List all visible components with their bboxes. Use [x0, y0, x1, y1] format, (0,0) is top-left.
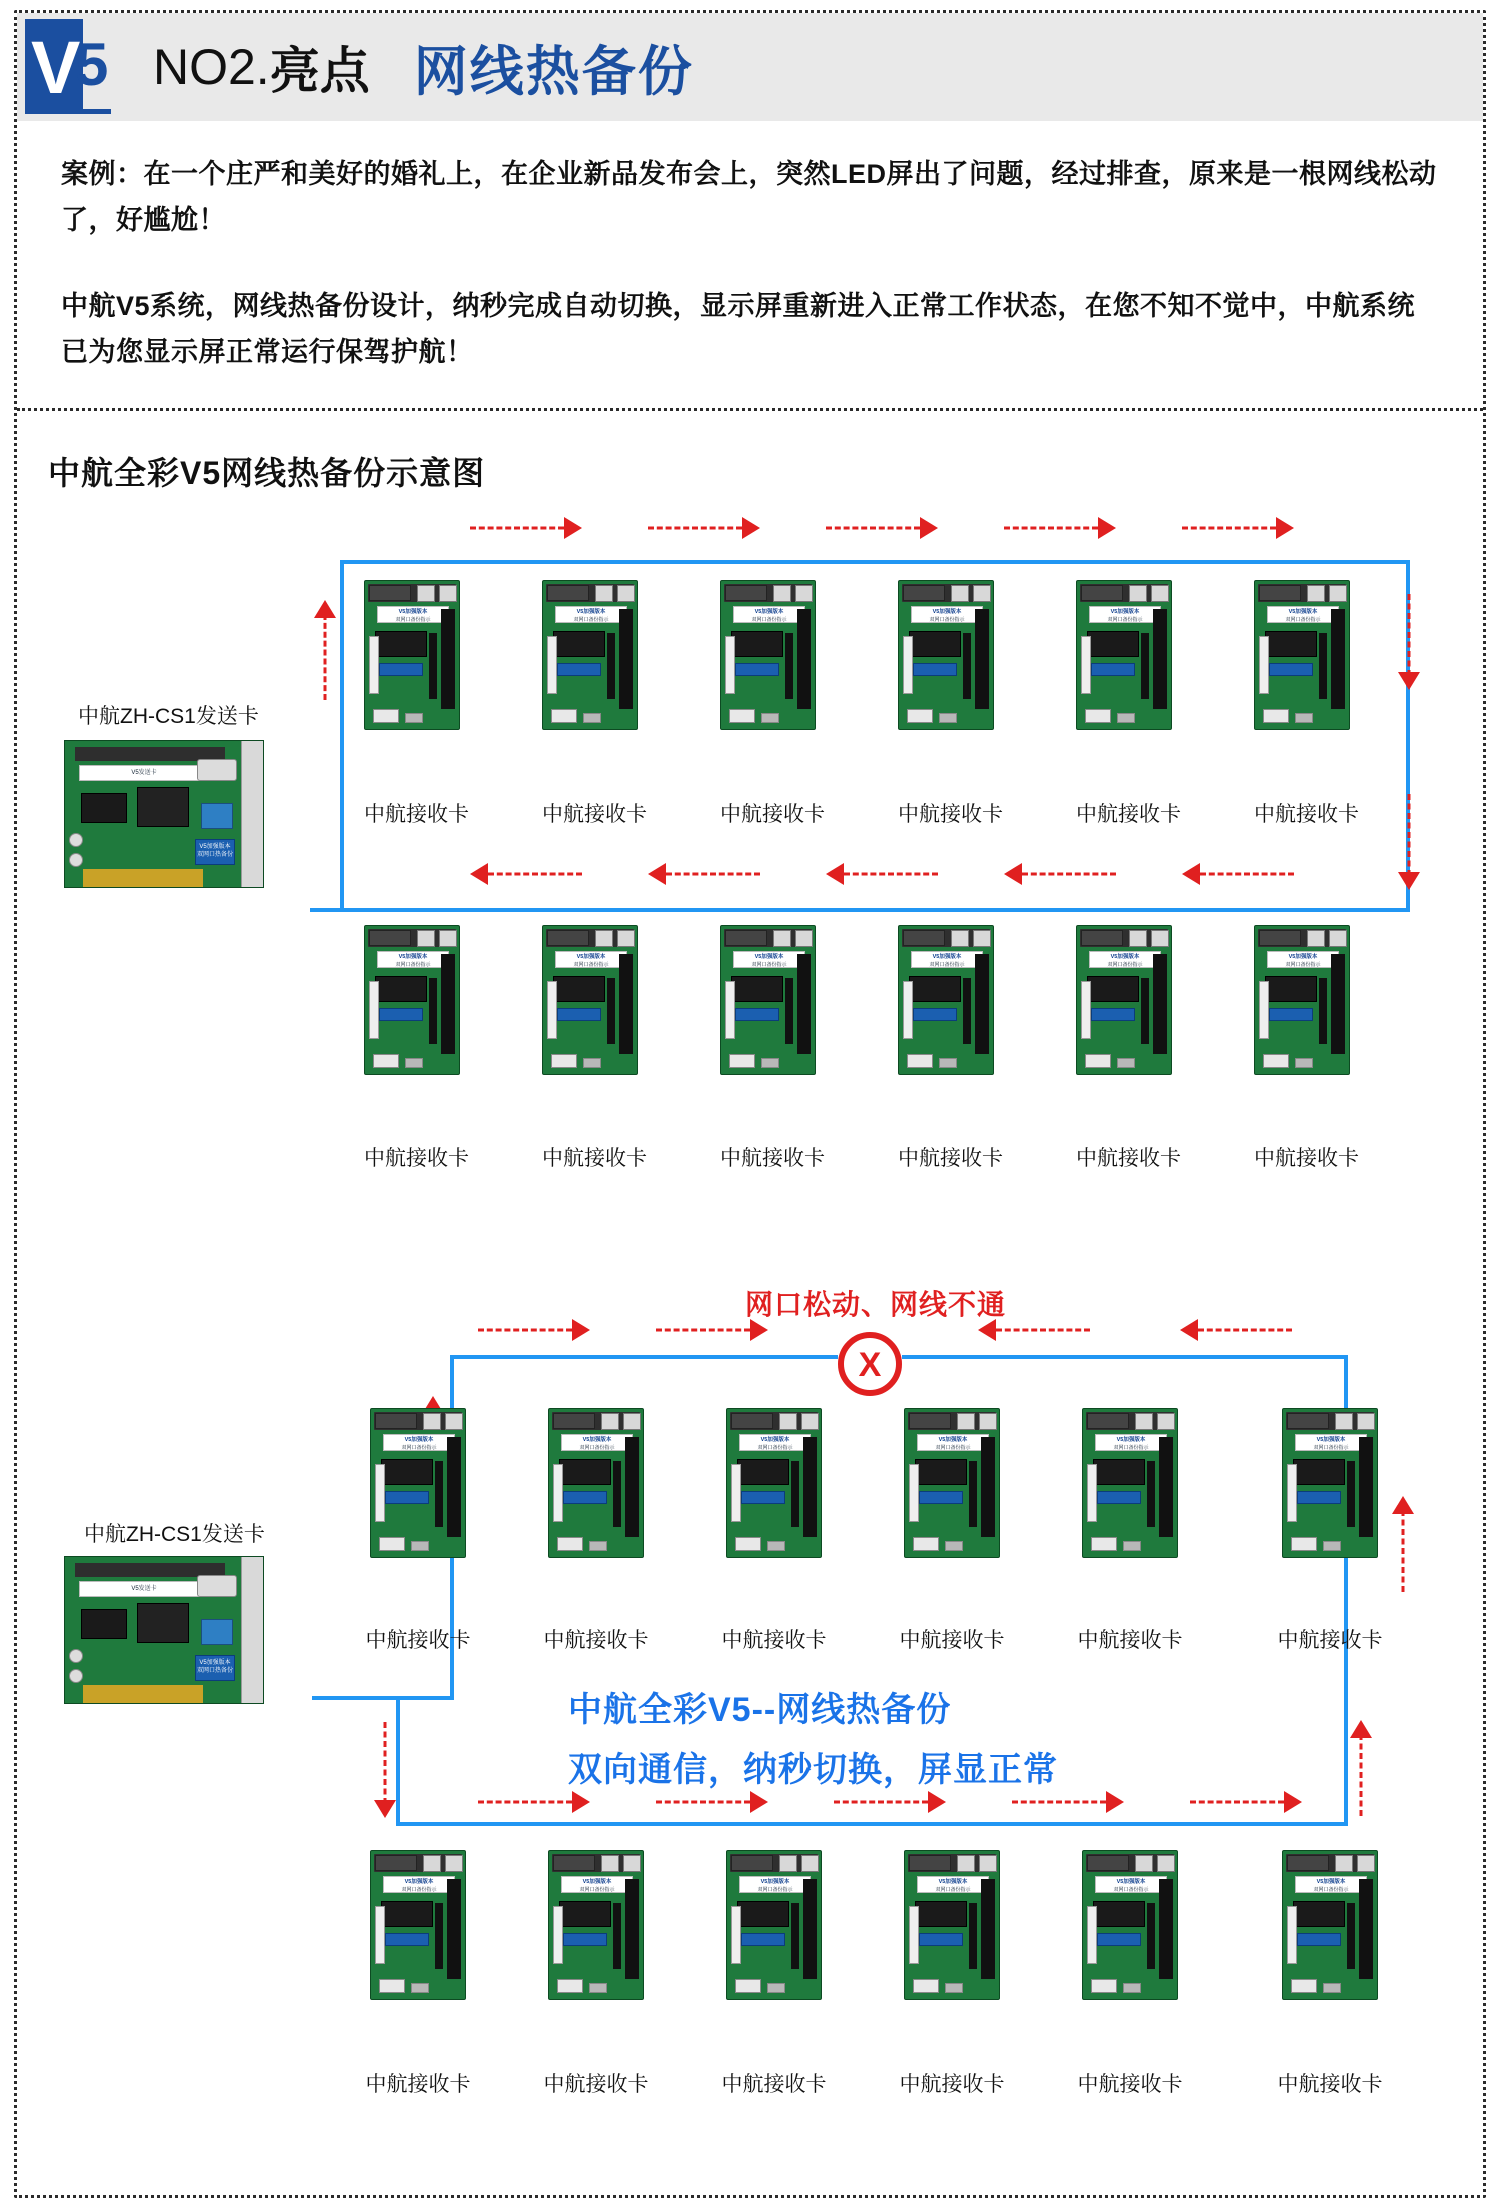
receiver-label-r1c4: 中航接收卡	[898, 803, 1003, 826]
receiver-label-r2c6: 中航接收卡	[1254, 1147, 1359, 1170]
header-number: NO2.	[153, 39, 270, 95]
arrow-right-row3-1	[478, 1318, 590, 1342]
receiver-label-r1c1: 中航接收卡	[364, 803, 469, 826]
receiving-card-r3c3: V5加强版本 双网口备份指示	[726, 1408, 822, 1558]
receiving-card-r4c3: V5加强版本 双网口备份指示	[726, 1850, 822, 2000]
arrow-right-row4-5	[1190, 1790, 1302, 1814]
slogan-line-1: 中航全彩V5--网线热备份	[568, 1691, 952, 1729]
case-paragraph-2: 中航V5系统，网线热备份设计，纳秒完成自动切换，显示屏重新进入正常工作状态，在您不知不觉中，中航系统已为您显示屏正常运行保驾护航！	[61, 291, 1416, 367]
receiving-card-r4c2: V5加强版本 双网口备份指示	[548, 1850, 644, 2000]
receiving-card-r1c6: V5加强版本 双网口备份指示	[1254, 580, 1350, 730]
arrow-right-row3-2	[656, 1318, 768, 1342]
arrow-right-row4-2	[656, 1790, 768, 1814]
arrow-left-row3-1	[978, 1318, 1090, 1342]
receiver-label-r2c5: 中航接收卡	[1076, 1147, 1181, 1170]
receiving-card-r1c1	[364, 580, 460, 730]
receiving-card-r4c6: V5加强版本 双网口备份指示	[1282, 1850, 1378, 2000]
receiver-label-r1c3: 中航接收卡	[720, 803, 825, 826]
receiver-label-r4c6: 中航接收卡	[1277, 2073, 1383, 2096]
receiver-label-r4c3: 中航接收卡	[721, 2073, 827, 2096]
arrow-right-top-1	[470, 516, 582, 540]
receiver-label-r2c1: 中航接收卡	[364, 1147, 469, 1170]
arrow-right-top-4	[1004, 516, 1116, 540]
sender-label-1: 中航ZH-CS1发送卡	[78, 705, 259, 728]
arrow-left-mid-3	[826, 862, 938, 886]
wire-top-horizontal-1	[340, 560, 1410, 564]
receiving-card-r2c1: V5加强版本 双网口备份指示	[364, 925, 460, 1075]
receiving-card-r1c5: V5加强版本 双网口备份指示	[1076, 580, 1172, 730]
receiving-card-r3c1: V5加强版本 双网口备份指示	[370, 1408, 466, 1558]
receiver-label-r3c6: 中航接收卡	[1277, 1629, 1383, 1652]
receiver-label-r1c6: 中航接收卡	[1254, 803, 1359, 826]
wire-top-left-2	[450, 1355, 838, 1359]
arrow-left-mid-5	[1182, 862, 1294, 886]
receiver-label-r4c4: 中航接收卡	[899, 2073, 1005, 2096]
receiver-label-r4c1: 中航接收卡	[365, 2073, 471, 2096]
arrow-left-mid-2	[648, 862, 760, 886]
receiver-label-r3c3: 中航接收卡	[721, 1629, 827, 1652]
arrow-left-mid-4	[1004, 862, 1116, 886]
arrow-up-left-1	[312, 600, 338, 700]
wire-sender-to-loop-1	[310, 908, 344, 912]
arrow-right-top-2	[648, 516, 760, 540]
receiving-card-r4c1: V5加强版本 双网口备份指示	[370, 1850, 466, 2000]
card-label-l2-r1c1: 双网口备份指示	[395, 617, 431, 623]
page-title: 网线热备份	[413, 41, 694, 102]
receiver-label-r3c5: 中航接收卡	[1077, 1629, 1183, 1652]
wire-mid-horizontal-1	[340, 908, 1410, 912]
receiving-card-r2c2: V5加强版本 双网口备份指示	[542, 925, 638, 1075]
sender-blue-label-1: V5加强版本 双网口热备份	[195, 839, 235, 865]
wire-left-vertical-1	[340, 560, 344, 912]
receiving-card-r3c2: V5加强版本 双网口备份指示	[548, 1408, 644, 1558]
receiving-card-r2c6: V5加强版本 双网口备份指示	[1254, 925, 1350, 1075]
wire-top-right-2	[902, 1355, 1348, 1359]
sending-card-1	[64, 740, 264, 888]
svg-text:V: V	[31, 26, 81, 109]
receiver-label-r2c4: 中航接收卡	[898, 1147, 1003, 1170]
arrow-down-right-1b	[1396, 794, 1422, 890]
sender-blue-label-2: V5加强版本 双网口热备份	[195, 1655, 235, 1681]
svg-text:5: 5	[75, 31, 109, 98]
sender-label-2: 中航ZH-CS1发送卡	[84, 1523, 265, 1546]
receiver-label-r3c1: 中航接收卡	[365, 1629, 471, 1652]
diagram-title: 中航全彩V5网线热备份示意图	[48, 455, 486, 491]
arrow-right-row4-4	[1012, 1790, 1124, 1814]
receiver-label-r1c2: 中航接收卡	[542, 803, 647, 826]
fault-mark-icon: X	[838, 1332, 902, 1396]
arrow-down-left-2	[372, 1722, 398, 1818]
receiving-card-r1c3: V5加强版本 双网口备份指示	[720, 580, 816, 730]
arrow-up-right-2b	[1348, 1720, 1374, 1816]
case-paragraph-1: 案例：在一个庄严和美好的婚礼上，在企业新品发布会上，突然LED屏出了问题，经过排查，原来是一根网线松动了，好尴尬！	[61, 159, 1437, 235]
header-subtitle: 亮点	[269, 43, 370, 99]
page-header	[17, 13, 1483, 121]
receiving-card-r4c4: V5加强版本 双网口备份指示	[904, 1850, 1000, 2000]
wire-sender-to-loop-2	[312, 1696, 454, 1700]
receiving-card-r2c5: V5加强版本 双网口备份指示	[1076, 925, 1172, 1075]
receiving-card-r2c4: V5加强版本 双网口备份指示	[898, 925, 994, 1075]
receiving-card-r3c6: V5加强版本 双网口备份指示	[1282, 1408, 1378, 1558]
receiver-label-r1c5: 中航接收卡	[1076, 803, 1181, 826]
arrow-right-row4-3	[834, 1790, 946, 1814]
sender-card-label-2: V5发送卡	[79, 1581, 209, 1597]
arrow-up-right-2a	[1390, 1496, 1416, 1592]
arrow-right-top-5	[1182, 516, 1294, 540]
receiving-card-r3c5: V5加强版本 双网口备份指示	[1082, 1408, 1178, 1558]
arrow-right-row4-1	[478, 1790, 590, 1814]
sender-card-label-1: V5发送卡	[79, 765, 209, 781]
receiver-label-r2c3: 中航接收卡	[720, 1147, 825, 1170]
receiver-label-r4c2: 中航接收卡	[543, 2073, 649, 2096]
receiving-card-r4c5: V5加强版本 双网口备份指示	[1082, 1850, 1178, 2000]
arrow-left-mid-1	[470, 862, 582, 886]
arrow-right-top-3	[826, 516, 938, 540]
fault-caption: 网口松动、网线不通	[745, 1289, 1007, 1320]
arrow-down-right-1a	[1396, 594, 1422, 690]
slogan-line-2: 双向通信，纳秒切换，屏显正常	[568, 1751, 1058, 1789]
sending-card-2	[64, 1556, 264, 1704]
v5-logo	[17, 13, 149, 121]
receiving-card-r1c4: V5加强版本 双网口备份指示	[898, 580, 994, 730]
receiver-label-r3c4: 中航接收卡	[899, 1629, 1005, 1652]
receiving-card-r3c4: V5加强版本 双网口备份指示	[904, 1408, 1000, 1558]
receiver-label-r4c5: 中航接收卡	[1077, 2073, 1183, 2096]
case-description	[17, 123, 1483, 411]
card-label-l1-r1c1: V5加强版本	[398, 609, 428, 615]
wire-bottom-horizontal-2	[396, 1822, 1348, 1826]
receiving-card-r2c3: V5加强版本 双网口备份指示	[720, 925, 816, 1075]
receiver-label-r3c2: 中航接收卡	[543, 1629, 649, 1652]
receiver-label-r2c2: 中航接收卡	[542, 1147, 647, 1170]
arrow-left-row3-2	[1180, 1318, 1292, 1342]
receiving-card-r1c2: V5加强版本 双网口备份指示	[542, 580, 638, 730]
